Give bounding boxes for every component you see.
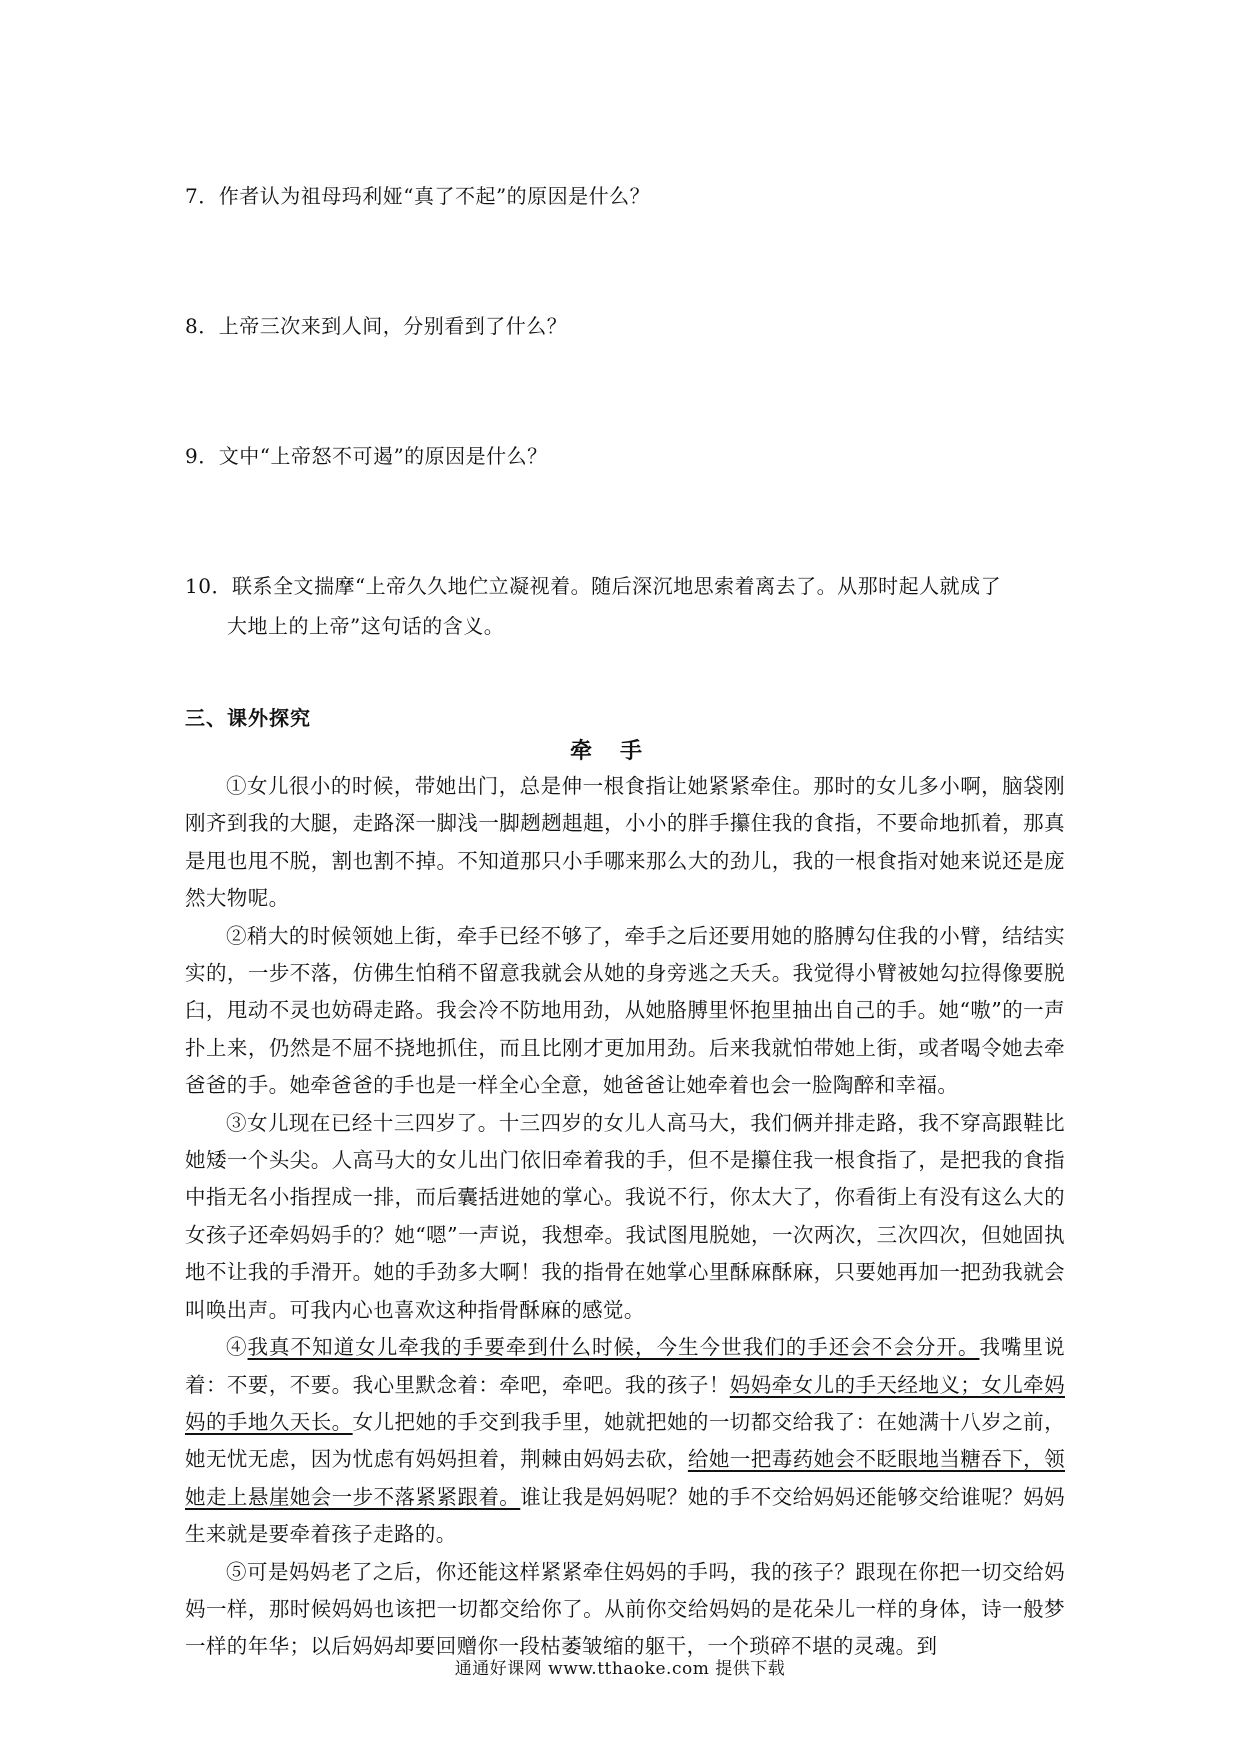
article-title: 牵手 bbox=[569, 738, 670, 764]
question-9: 9．文中“上帝怒不可遏”的原因是什么？ bbox=[185, 444, 548, 468]
question-8: 8．上帝三次来到人间，分别看到了什么？ bbox=[185, 314, 568, 338]
paragraph-5: ⑤可是妈妈老了之后，你还能这样紧紧牵住妈妈的手吗，我的孩子？跟现在你把一切交给妈妈一样，那时候妈妈也该把一切都交给你了。从前你交给妈妈的是花朵儿一样的身体，诗一般梦一样的年华；以后妈妈却要回赠你一段枯萎皱缩的躯干，一个琐碎不堪的灵魂。到 bbox=[185, 1559, 1065, 1659]
paragraph-3: ③女儿现在已经十三四岁了。十三四岁的女儿人高马大，我们俩并排走路，我不穿高跟鞋比她矮一个头尖。人高马大的女儿出门依旧牵着我的手，但不是攥住我一根食指了，是把我的食指中指无名小指捏成一排，而后囊括进她的掌心。我说不行，你太大了，你看街上有没有这么大的女孩子还牵妈妈手的？她“嗯”一声说，我想牵。我试图甩脱她，一次两次，三次四次，但她固执地不让我的手滑开。她的手劲多大啊！我的指骨在她掌心里酥麻酥麻，只要她再加一把劲我就会叫唤出声。可我内心也喜欢这种指骨酥麻的感觉。 bbox=[185, 1110, 1065, 1322]
question-10-line1: 10．联系全文揣摩“上帝久久地伫立凝视着。随后深沉地思索着离去了。从那时起人就成了 bbox=[185, 574, 1002, 598]
paragraph-4-text: 我嘴里说着：不要，不要。我心里默念着：牵吧，牵吧。我的孩子！ bbox=[185, 1335, 1065, 1397]
footer-credit: 通通好课网 www.tthaoke.com 提供下载 bbox=[454, 1659, 786, 1679]
paragraph-2: ②稍大的时候领她上街，牵手已经不够了，牵手之后还要用她的胳膊勾住我的小臂，结结实实的，一步不落，仿佛生怕稍不留意我就会从她的身旁逃之夭夭。我觉得小臂被她勾拉得像要脱臼，甩动不灵也妨碍走路。我会冷不防地用劲，从她胳膊里怀抱里抽出自己的手。她“嗷”的一声扑上来，仍然是不屈不挠地抓住，而且比刚才更加用劲。后来我就怕带她上街，或者喝令她去牵爸爸的手。她牵爸爸的手也是一样全心全意，她爸爸让她牵着也会一脸陶醉和幸福。 bbox=[185, 923, 1065, 1098]
underlined-sentence: 给她一把毒药她会不眨眼地当糖吞下，领她走上悬崖她会一步不落紧紧跟着。 bbox=[185, 1447, 1065, 1509]
underlined-sentence: 我真不知道女儿牵我的手要牵到什么时候，今生今世我们的手还会不会分开。 bbox=[247, 1335, 980, 1360]
underlined-sentence: 妈妈牵女儿的手天经地义；女儿牵妈妈的手地久天长。 bbox=[185, 1372, 1065, 1434]
paragraph-4 bbox=[185, 1329, 1065, 1553]
paragraph-4-lead: ④ bbox=[226, 1335, 248, 1360]
paragraph-4-text: 谁让我是妈妈呢？她的手不交给妈妈还能够交给谁呢？妈妈生来就是要牵着孩子走路的。 bbox=[185, 1484, 1065, 1547]
question-7: 7．作者认为祖母玛利娅“真了不起”的原因是什么？ bbox=[185, 184, 651, 208]
question-10 bbox=[185, 566, 1065, 646]
article-body bbox=[185, 768, 1065, 1666]
paragraph-1: ①女儿很小的时候，带她出门，总是伸一根食指让她紧紧牵住。那时的女儿多小啊，脑袋刚刚齐到我的大腿，走路深一脚浅一脚趔趔趄趄，小小的胖手攥住我的食指，不要命地抓着，那真是甩也甩不脱，割也割不掉。不知道那只小手哪来那么大的劲儿，我的一根食指对她来说还是庞然大物呢。 bbox=[185, 774, 1065, 911]
section-heading: 三、课外探究 bbox=[185, 706, 311, 730]
question-10-line2: 大地上的上帝”这句话的含义。 bbox=[227, 614, 505, 638]
paragraph-4-text: 女儿把她的手交到我手里，她就把她的一切都交给我了：在她满十八岁之前，她无忧无虑，因为忧虑有妈妈担着，荆棘由妈妈去砍， bbox=[185, 1409, 1065, 1472]
